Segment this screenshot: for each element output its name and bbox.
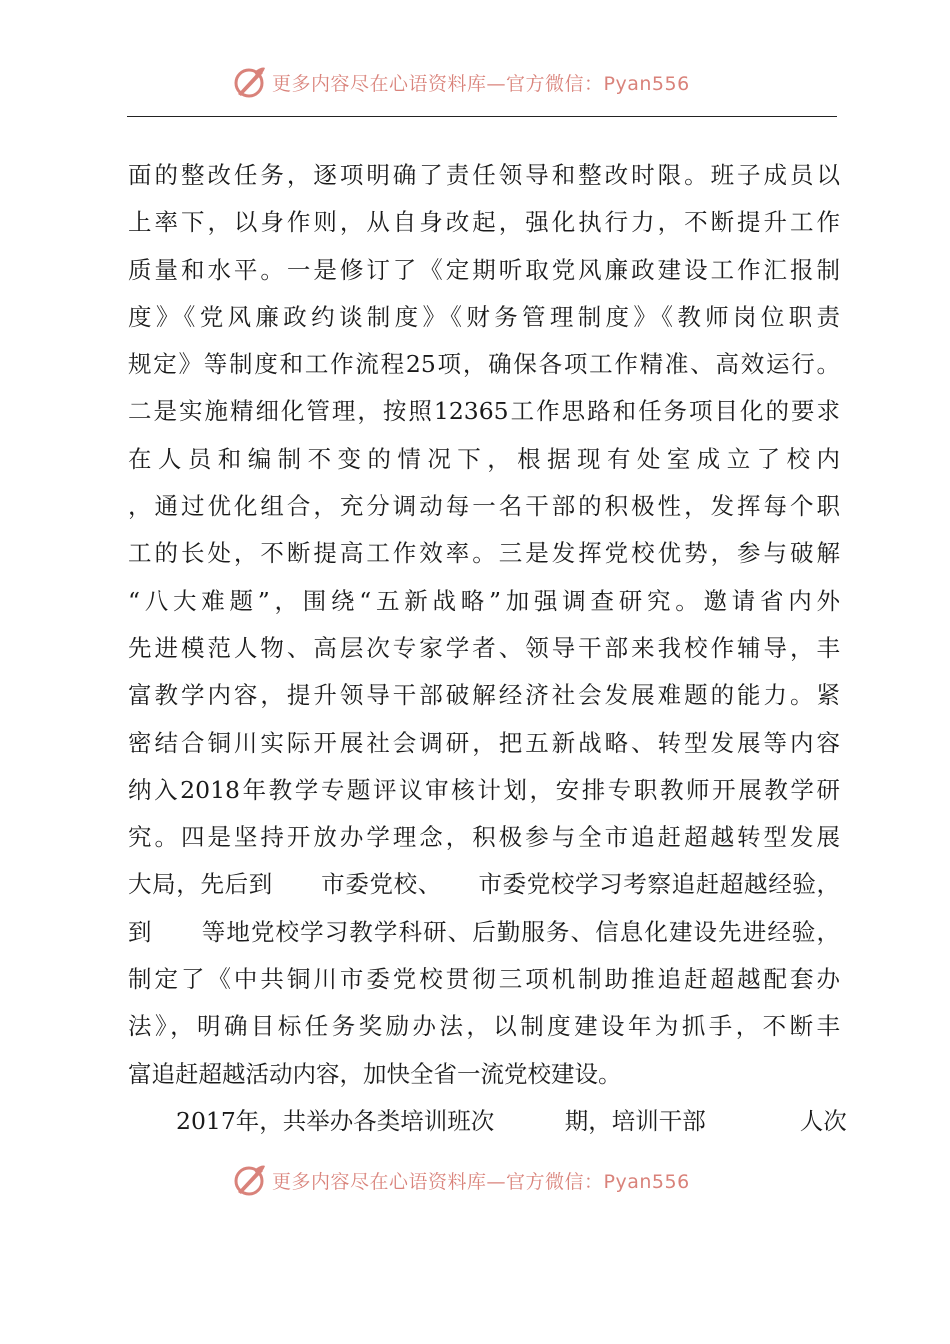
body-line: 富教学内容，提升领导干部破解经济社会发展难题的能力。紧 <box>128 681 840 710</box>
footer-banner-text: 更多内容尽在心语资料库—官方微信：Pyan556 <box>272 1170 690 1193</box>
body-line: 二是实施精细化管理，按照12365工作思路和任务项目化的要求 <box>128 397 840 426</box>
quill-seal-logo-icon <box>232 64 268 100</box>
body-line: 富追赶超越活动内容，加快全省一流党校建设。 <box>128 1059 622 1088</box>
document-body <box>128 152 847 1145</box>
body-line: 法》，明确目标任务奖励办法，以制度建设年为抓手，不断丰 <box>128 1012 840 1041</box>
body-line: 上率下，以身作则，从自身改起，强化执行力，不断提升工作 <box>128 208 840 237</box>
body-line: 先进模范人物、高层次专家学者、领导干部来我校作辅导，丰 <box>128 633 840 662</box>
body-line-paragraph-start: 2017年，共举办各类培训班次 期，培训干部 人次 <box>176 1106 847 1135</box>
body-line: 在人员和编制不变的情况下，根据现有处室成立了校内 <box>128 444 840 473</box>
body-line: 纳入2018年教学专题评议审核计划，安排专职教师开展教学研 <box>128 775 840 804</box>
header-divider <box>127 116 837 117</box>
header-banner <box>232 60 690 104</box>
quill-seal-logo-icon <box>232 1162 268 1198</box>
body-line: 究。四是坚持开放办学理念，积极参与全市追赶超越转型发展 <box>128 823 840 852</box>
body-line: 制定了《中共铜川市委党校贯彻三项机制助推追赶超越配套办 <box>128 965 840 994</box>
header-wechat-id: Pyan556 <box>603 72 690 95</box>
body-line: 到 等地党校学习教学科研、后勤服务、信息化建设先进经验， <box>128 917 840 946</box>
header-banner-text: 更多内容尽在心语资料库—官方微信：Pyan556 <box>272 72 690 95</box>
body-line: “八大难题”，围绕“五新战略”加强调查研究。邀请省内外 <box>128 586 840 615</box>
body-line: ，通过优化组合，充分调动每一名干部的积极性，发挥每个职 <box>128 492 840 521</box>
body-line: 密结合铜川实际开展社会调研，把五新战略、转型发展等内容 <box>128 728 840 757</box>
body-line: 面的整改任务，逐项明确了责任领导和整改时限。班子成员以 <box>128 161 840 189</box>
body-line: 质量和水平。一是修订了《定期听取党风廉政建设工作汇报制 <box>128 255 840 284</box>
body-line: 规定》等制度和工作流程25项，确保各项工作精准、高效运行。 <box>128 350 840 379</box>
body-line: 度》《党风廉政约谈制度》《财务管理制度》《教师岗位职责 <box>128 302 840 331</box>
body-line: 工的长处，不断提高工作效率。三是发挥党校优势，参与破解 <box>128 539 840 568</box>
footer-wechat-id: Pyan556 <box>603 1170 690 1193</box>
body-line: 大局，先后到 市委党校、 市委党校学习考察追赶超越经验， <box>128 870 840 899</box>
footer-banner <box>232 1158 690 1202</box>
